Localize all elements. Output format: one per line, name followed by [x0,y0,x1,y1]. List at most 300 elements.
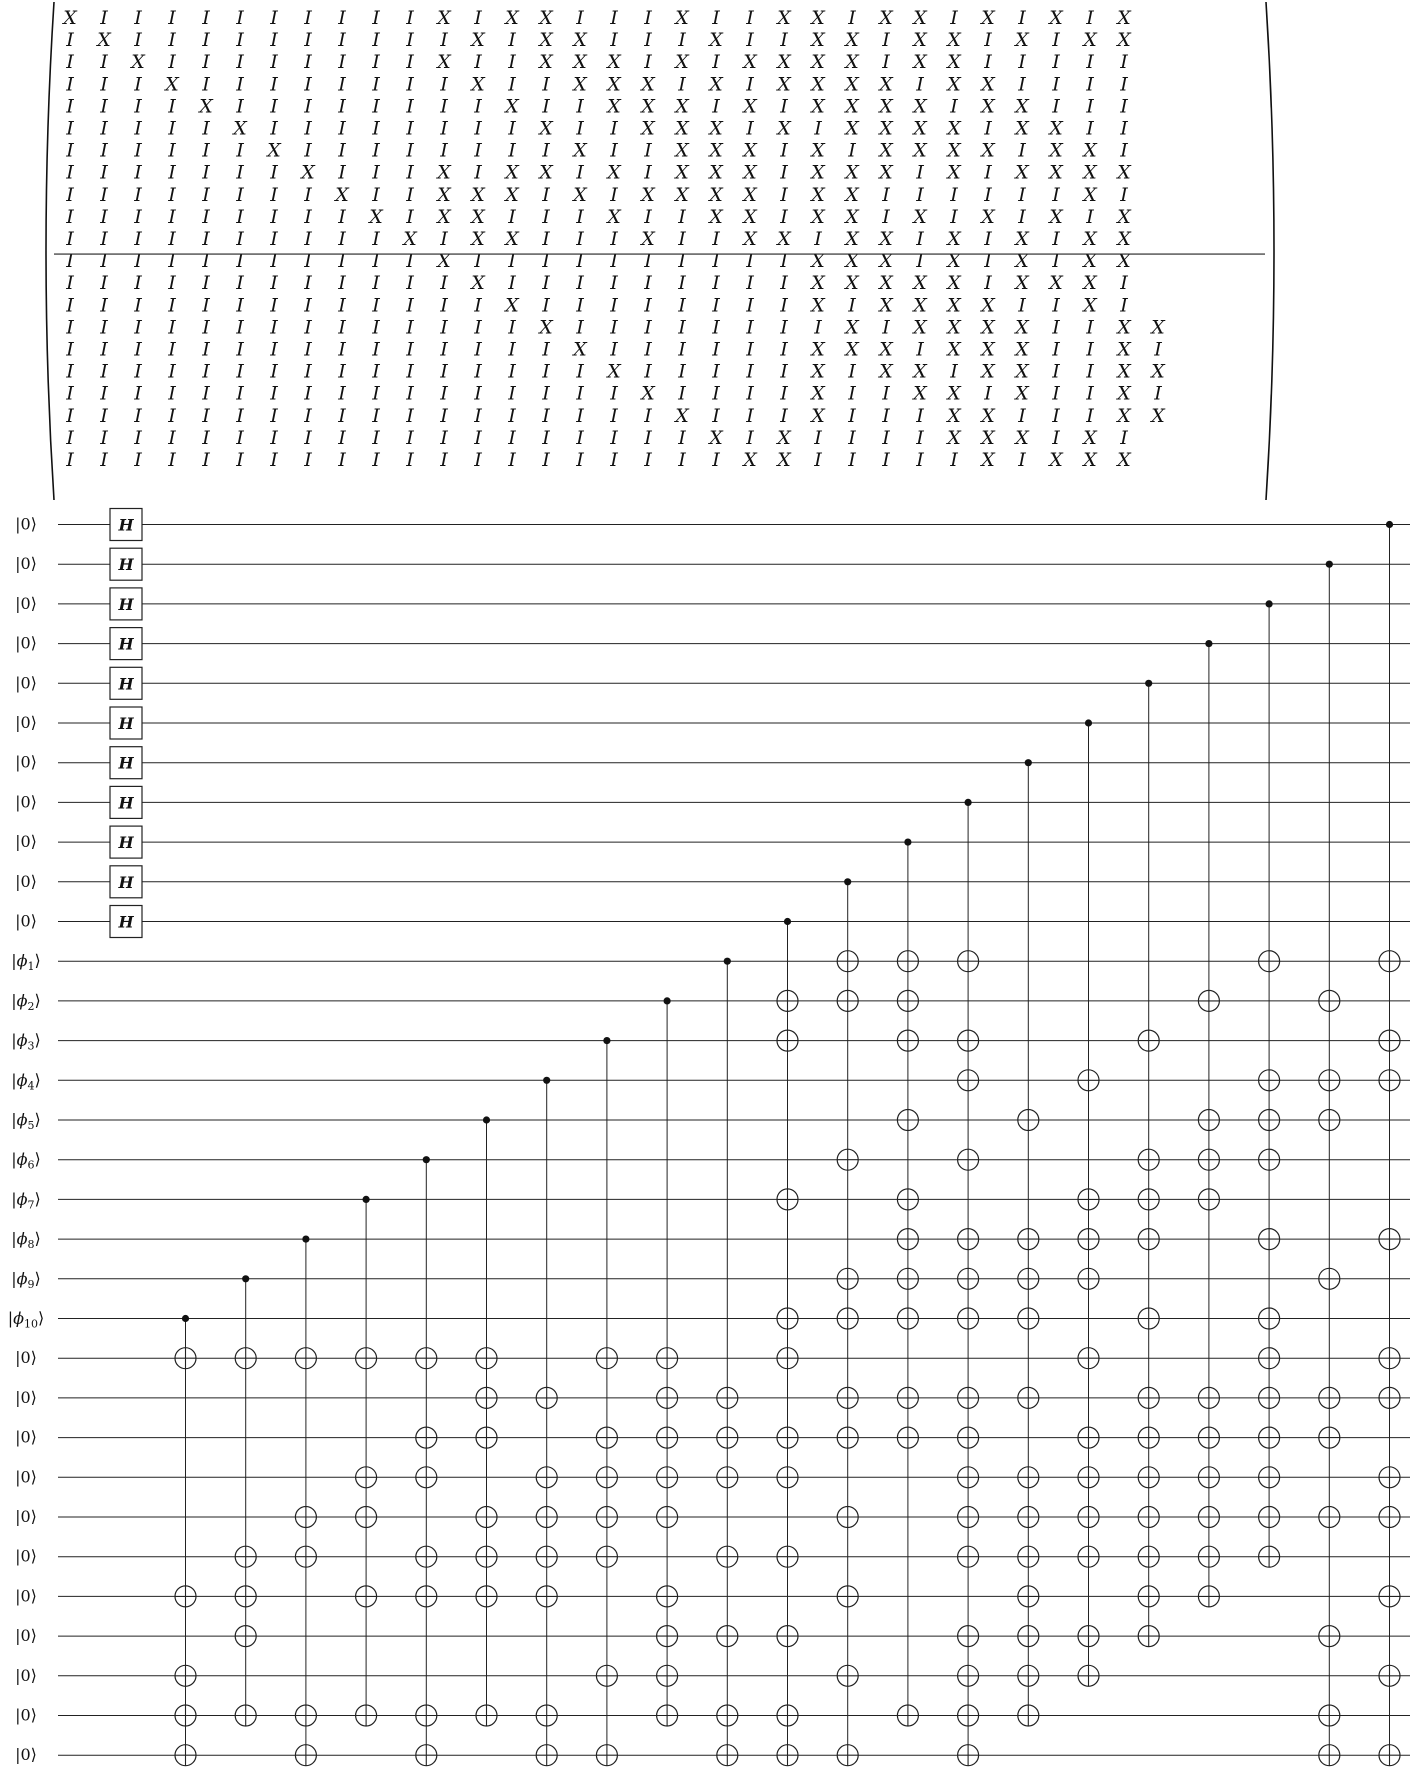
target-oplus [356,1467,377,1488]
matrix-cell: I [576,117,584,140]
matrix-cell: I [678,272,686,295]
matrix-cell: X [913,316,927,339]
matrix-cell: I [406,117,414,140]
matrix-cell: X [811,161,825,184]
matrix-cell: X [539,7,553,29]
matrix-cell: I [474,449,482,471]
control-dot [1085,719,1092,726]
target-oplus [657,1665,678,1686]
matrix-cell: I [508,272,516,295]
target-oplus [897,951,918,972]
matrix-cell: I [916,404,924,427]
matrix-cell: I [66,360,74,383]
matrix-cell: I [508,139,516,162]
target-oplus [1138,1387,1159,1408]
matrix-cell: I [746,73,754,96]
matrix-cell: I [134,161,142,184]
matrix-cell: I [100,294,108,317]
matrix-cell: I [882,382,890,405]
target-oplus [1259,1308,1280,1329]
control-dot [543,1077,550,1084]
matrix-cell: X [1015,272,1029,295]
matrix-cell: I [1052,183,1060,206]
target-oplus [1319,1745,1340,1766]
matrix-cell: I [406,139,414,162]
matrix-cell: I [1120,294,1128,317]
matrix-cell: X [709,205,723,228]
matrix-cell: I [440,382,448,405]
target-oplus [1018,1308,1039,1329]
matrix-cell: I [848,382,856,405]
matrix-cell: X [947,139,961,162]
matrix-cell: I [780,95,788,118]
matrix-cell: I [406,449,414,471]
control-dot [1205,640,1212,647]
matrix-row [65,29,1132,51]
matrix-cell: I [1120,95,1128,118]
matrix-cell: I [168,449,176,471]
target-oplus [717,1745,738,1766]
target-oplus [1379,1586,1400,1607]
matrix-cell: X [1015,382,1029,405]
target-oplus [1018,1268,1039,1289]
matrix-cell: X [811,183,825,206]
matrix-cell: I [440,294,448,317]
matrix-cell: X [743,205,757,228]
target-oplus [1018,1110,1039,1131]
matrix-cell: I [372,426,380,449]
hadamard-label: H [118,912,134,932]
matrix-cell: I [134,294,142,317]
matrix-cell: X [811,51,825,74]
matrix-cell: I [644,338,652,361]
matrix-cell: X [709,139,723,162]
matrix-cell: I [712,360,720,383]
target-oplus [536,1745,557,1766]
target-oplus [596,1507,617,1528]
matrix-cell: X [97,29,111,52]
target-oplus [958,1387,979,1408]
matrix-cell: I [950,360,958,383]
matrix-cell: X [1015,29,1029,52]
target-oplus [416,1348,437,1369]
matrix-cell: I [100,426,108,449]
matrix-cell: I [236,228,244,250]
matrix-cell: X [505,294,519,317]
matrix-cell: X [879,228,893,250]
target-oplus [657,1348,678,1369]
matrix-cell: X [573,73,587,96]
matrix-cell: I [304,338,312,361]
matrix-cell: I [576,382,584,405]
matrix-cell: I [440,360,448,383]
target-oplus [416,1467,437,1488]
matrix-cell: I [916,250,924,273]
matrix-cell: I [406,205,414,228]
matrix-cell: I [66,250,74,273]
matrix-cell: I [100,205,108,228]
target-oplus [1078,1189,1099,1210]
target-oplus [657,1507,678,1528]
matrix-cell: I [1052,73,1060,96]
control-dot [1025,759,1032,766]
matrix-cell: X [1049,117,1063,140]
matrix-cell: X [913,95,927,118]
matrix-cell: I [66,205,74,228]
matrix-cell: I [100,95,108,118]
matrix-cell: X [879,250,893,273]
matrix-cell: X [811,73,825,96]
matrix-cell: I [474,316,482,339]
matrix-cell: I [814,426,822,449]
cnot-gate [837,878,858,1765]
matrix-cell: I [66,294,74,317]
matrix-cell: I [474,294,482,317]
matrix-cell: I [202,449,210,471]
matrix-cell: I [372,139,380,162]
matrix-cell: X [471,205,485,228]
matrix-cell: X [1083,29,1097,52]
target-oplus [1138,1427,1159,1448]
target-oplus [1319,1070,1340,1091]
matrix-cell: I [542,250,550,273]
cnot-gate [1379,521,1400,1766]
target-oplus [1319,1268,1340,1289]
matrix-cell: X [981,426,995,449]
matrix-cell: I [644,404,652,427]
matrix-cell: I [236,272,244,295]
target-oplus [837,1665,858,1686]
matrix-cell: I [576,250,584,273]
matrix-cell: X [539,51,553,74]
matrix-cell: I [848,360,856,383]
matrix-row [65,95,1128,117]
matrix-cell: I [644,51,652,74]
matrix-cell: I [576,426,584,449]
matrix-cell: I [66,228,74,250]
target-oplus [1379,1507,1400,1528]
target-oplus [1379,1467,1400,1488]
matrix-cell: X [641,382,655,405]
matrix-cell: X [1049,7,1063,29]
matrix-cell: I [610,272,618,295]
matrix-row [65,51,1128,73]
target-oplus [1018,1665,1039,1686]
control-dot [182,1315,189,1322]
target-oplus [958,1705,979,1726]
matrix-cell: X [607,161,621,184]
wire-label: |0⟩ [15,1427,37,1447]
matrix-cell: X [1083,250,1097,273]
cnot-gate [1018,759,1039,1726]
target-oplus [1259,951,1280,972]
matrix-cell: X [1117,360,1131,383]
target-oplus [1078,1626,1099,1647]
matrix-cell: X [1049,449,1063,471]
matrix-cell: I [338,250,346,273]
matrix-cell: I [678,250,686,273]
matrix-cell: I [644,449,652,471]
matrix-cell: X [641,183,655,206]
target-oplus [1138,1507,1159,1528]
matrix-cell: I [406,7,414,29]
hadamard-gate [110,866,142,898]
matrix-cell: I [66,161,74,184]
matrix-cell: I [304,272,312,295]
wire-label: |0⟩ [15,1665,37,1685]
matrix-cell: I [1086,117,1094,140]
control-dot [844,878,851,885]
matrix-cell: I [168,316,176,339]
matrix-cell: I [848,7,856,29]
matrix-cell: I [474,117,482,140]
matrix-cell: I [236,382,244,405]
matrix-cell: I [168,161,176,184]
control-dot [483,1116,490,1123]
matrix-cell: I [440,338,448,361]
matrix-cell: I [644,426,652,449]
target-oplus [536,1705,557,1726]
cnot-gate [657,997,678,1726]
matrix-cell: I [270,382,278,405]
matrix-cell: X [811,294,825,317]
matrix-cell: I [712,250,720,273]
matrix-cell: X [539,316,553,339]
matrix-cell: I [1052,228,1060,250]
matrix-cell: X [811,95,825,118]
hadamard-label: H [118,833,134,853]
matrix-cell: I [882,205,890,228]
matrix-cell: I [202,228,210,250]
matrix-cell: I [1120,272,1128,295]
matrix-cell: I [134,404,142,427]
matrix-cell: I [270,316,278,339]
matrix-cell: I [644,316,652,339]
wire-label: $|\phi_1⟩$ [11,951,41,974]
matrix-cell: I [270,51,278,74]
matrix-cell: I [678,382,686,405]
target-oplus [837,1427,858,1448]
matrix-cell: X [981,338,995,361]
wire-label: $|\phi_8⟩$ [11,1229,41,1252]
matrix-cell: X [675,183,689,206]
matrix-cell: I [406,294,414,317]
matrix-cell: I [610,7,618,29]
target-oplus [1198,1110,1219,1131]
matrix-cell: I [576,294,584,317]
matrix-cell: X [879,294,893,317]
matrix-cell: X [845,95,859,118]
matrix-cell: I [406,316,414,339]
matrix-cell: I [984,250,992,273]
target-oplus [476,1586,497,1607]
matrix-cell: I [100,73,108,96]
matrix-row [65,206,1132,228]
matrix-cell: I [338,29,346,52]
matrix-cell: I [610,294,618,317]
matrix-cell: X [437,51,451,74]
matrix-cell: I [610,316,618,339]
control-dot [904,839,911,846]
matrix-cell: X [1083,426,1097,449]
matrix-cell: I [100,404,108,427]
matrix-cell: I [338,161,346,184]
matrix-row [65,73,1128,95]
matrix-cell: X [947,250,961,273]
matrix-cell: X [437,7,451,29]
matrix-cell: I [440,449,448,471]
matrix-cell: I [474,360,482,383]
matrix-cell: I [406,404,414,427]
matrix-cell: X [1083,161,1097,184]
target-oplus [1198,990,1219,1011]
matrix-cell: I [576,228,584,250]
matrix-row [65,405,1166,427]
matrix-cell: I [814,449,822,471]
target-oplus [1018,1705,1039,1726]
matrix-cell: X [709,117,723,140]
target-oplus [777,1546,798,1567]
matrix-cell: I [304,316,312,339]
target-oplus [416,1546,437,1567]
target-oplus [1018,1229,1039,1250]
target-oplus [536,1467,557,1488]
matrix-cell: I [270,449,278,471]
matrix-cell: I [202,338,210,361]
matrix-cell: X [743,161,757,184]
matrix-cell: X [947,426,961,449]
matrix-cell: I [372,250,380,273]
target-oplus [1379,1745,1400,1766]
matrix-cell: I [168,426,176,449]
target-oplus [657,1626,678,1647]
target-oplus [1018,1387,1039,1408]
matrix-cell: X [845,161,859,184]
matrix-cell: I [168,338,176,361]
matrix-cell: I [576,360,584,383]
matrix-cell: X [1117,404,1131,427]
matrix-cell: X [607,73,621,96]
target-oplus [356,1348,377,1369]
matrix-cell: X [947,294,961,317]
wire-label: $|\phi_{10}⟩$ [7,1308,45,1331]
matrix-cell: I [746,338,754,361]
matrix-cell: I [66,29,74,52]
matrix-cell: X [777,73,791,96]
matrix-cell: X [913,294,927,317]
matrix-cell: X [505,95,519,118]
matrix-cell: X [947,117,961,140]
matrix-cell: I [372,7,380,29]
matrix-cell: I [712,294,720,317]
matrix-cell: I [508,73,516,96]
matrix-cell: I [270,426,278,449]
matrix-cell: I [508,449,516,471]
target-oplus [897,1705,918,1726]
matrix-cell: I [270,250,278,273]
matrix-cell: I [440,73,448,96]
matrix-cell: I [202,73,210,96]
target-oplus [476,1348,497,1369]
matrix-cell: I [236,161,244,184]
target-oplus [777,1705,798,1726]
matrix-cell: I [1018,139,1026,162]
matrix-cell: X [981,73,995,96]
matrix-cell: I [1018,404,1026,427]
target-oplus [897,1387,918,1408]
target-oplus [175,1745,196,1766]
wire-label: $|\phi_2⟩$ [11,990,41,1013]
matrix-cell: I [882,449,890,471]
target-oplus [897,1427,918,1448]
matrix-cell: I [168,205,176,228]
target-oplus [657,1467,678,1488]
matrix-cell: X [233,117,247,140]
matrix-cell: I [66,73,74,96]
target-oplus [1078,1268,1099,1289]
matrix-cell: I [100,7,108,29]
matrix-cell: I [1086,338,1094,361]
matrix-cell: I [134,426,142,449]
matrix-cell: X [913,29,927,52]
matrix-cell: X [845,228,859,250]
matrix-row [65,162,1132,184]
target-oplus [1379,1387,1400,1408]
target-oplus [536,1546,557,1567]
target-oplus [356,1586,377,1607]
matrix-cell: X [63,7,77,29]
target-oplus [476,1546,497,1567]
matrix-cell: X [981,294,995,317]
matrix-cell: I [372,404,380,427]
matrix-cell: X [165,73,179,96]
matrix-cell: I [134,360,142,383]
matrix-cell: I [270,294,278,317]
matrix-cell: I [678,316,686,339]
matrix-cell: X [539,161,553,184]
hadamard-gate [110,509,142,541]
matrix-cell: I [304,51,312,74]
matrix-cell: I [304,426,312,449]
control-dot [965,799,972,806]
matrix-cell: I [372,161,380,184]
matrix-cell: I [610,338,618,361]
matrix-cell: I [134,272,142,295]
matrix-cell: I [236,404,244,427]
matrix-cell: X [607,205,621,228]
matrix-cell: I [1018,294,1026,317]
matrix-cell: I [1120,426,1128,449]
target-oplus [175,1665,196,1686]
matrix-cell: X [811,338,825,361]
wire-label: |0⟩ [15,1745,37,1765]
control-dot [1266,600,1273,607]
matrix-cell: I [576,161,584,184]
wire-label: $|\phi_5⟩$ [11,1110,41,1132]
target-oplus [536,1507,557,1528]
matrix-cell: X [777,7,791,29]
target-oplus [596,1745,617,1766]
matrix-cell: I [270,73,278,96]
matrix-cell: X [675,161,689,184]
matrix-cell: I [1086,404,1094,427]
matrix-cell: I [1052,404,1060,427]
matrix-cell: I [474,382,482,405]
matrix-cell: I [712,228,720,250]
matrix-cell: I [576,272,584,295]
matrix-cell: I [270,29,278,52]
matrix-cell: I [440,29,448,52]
